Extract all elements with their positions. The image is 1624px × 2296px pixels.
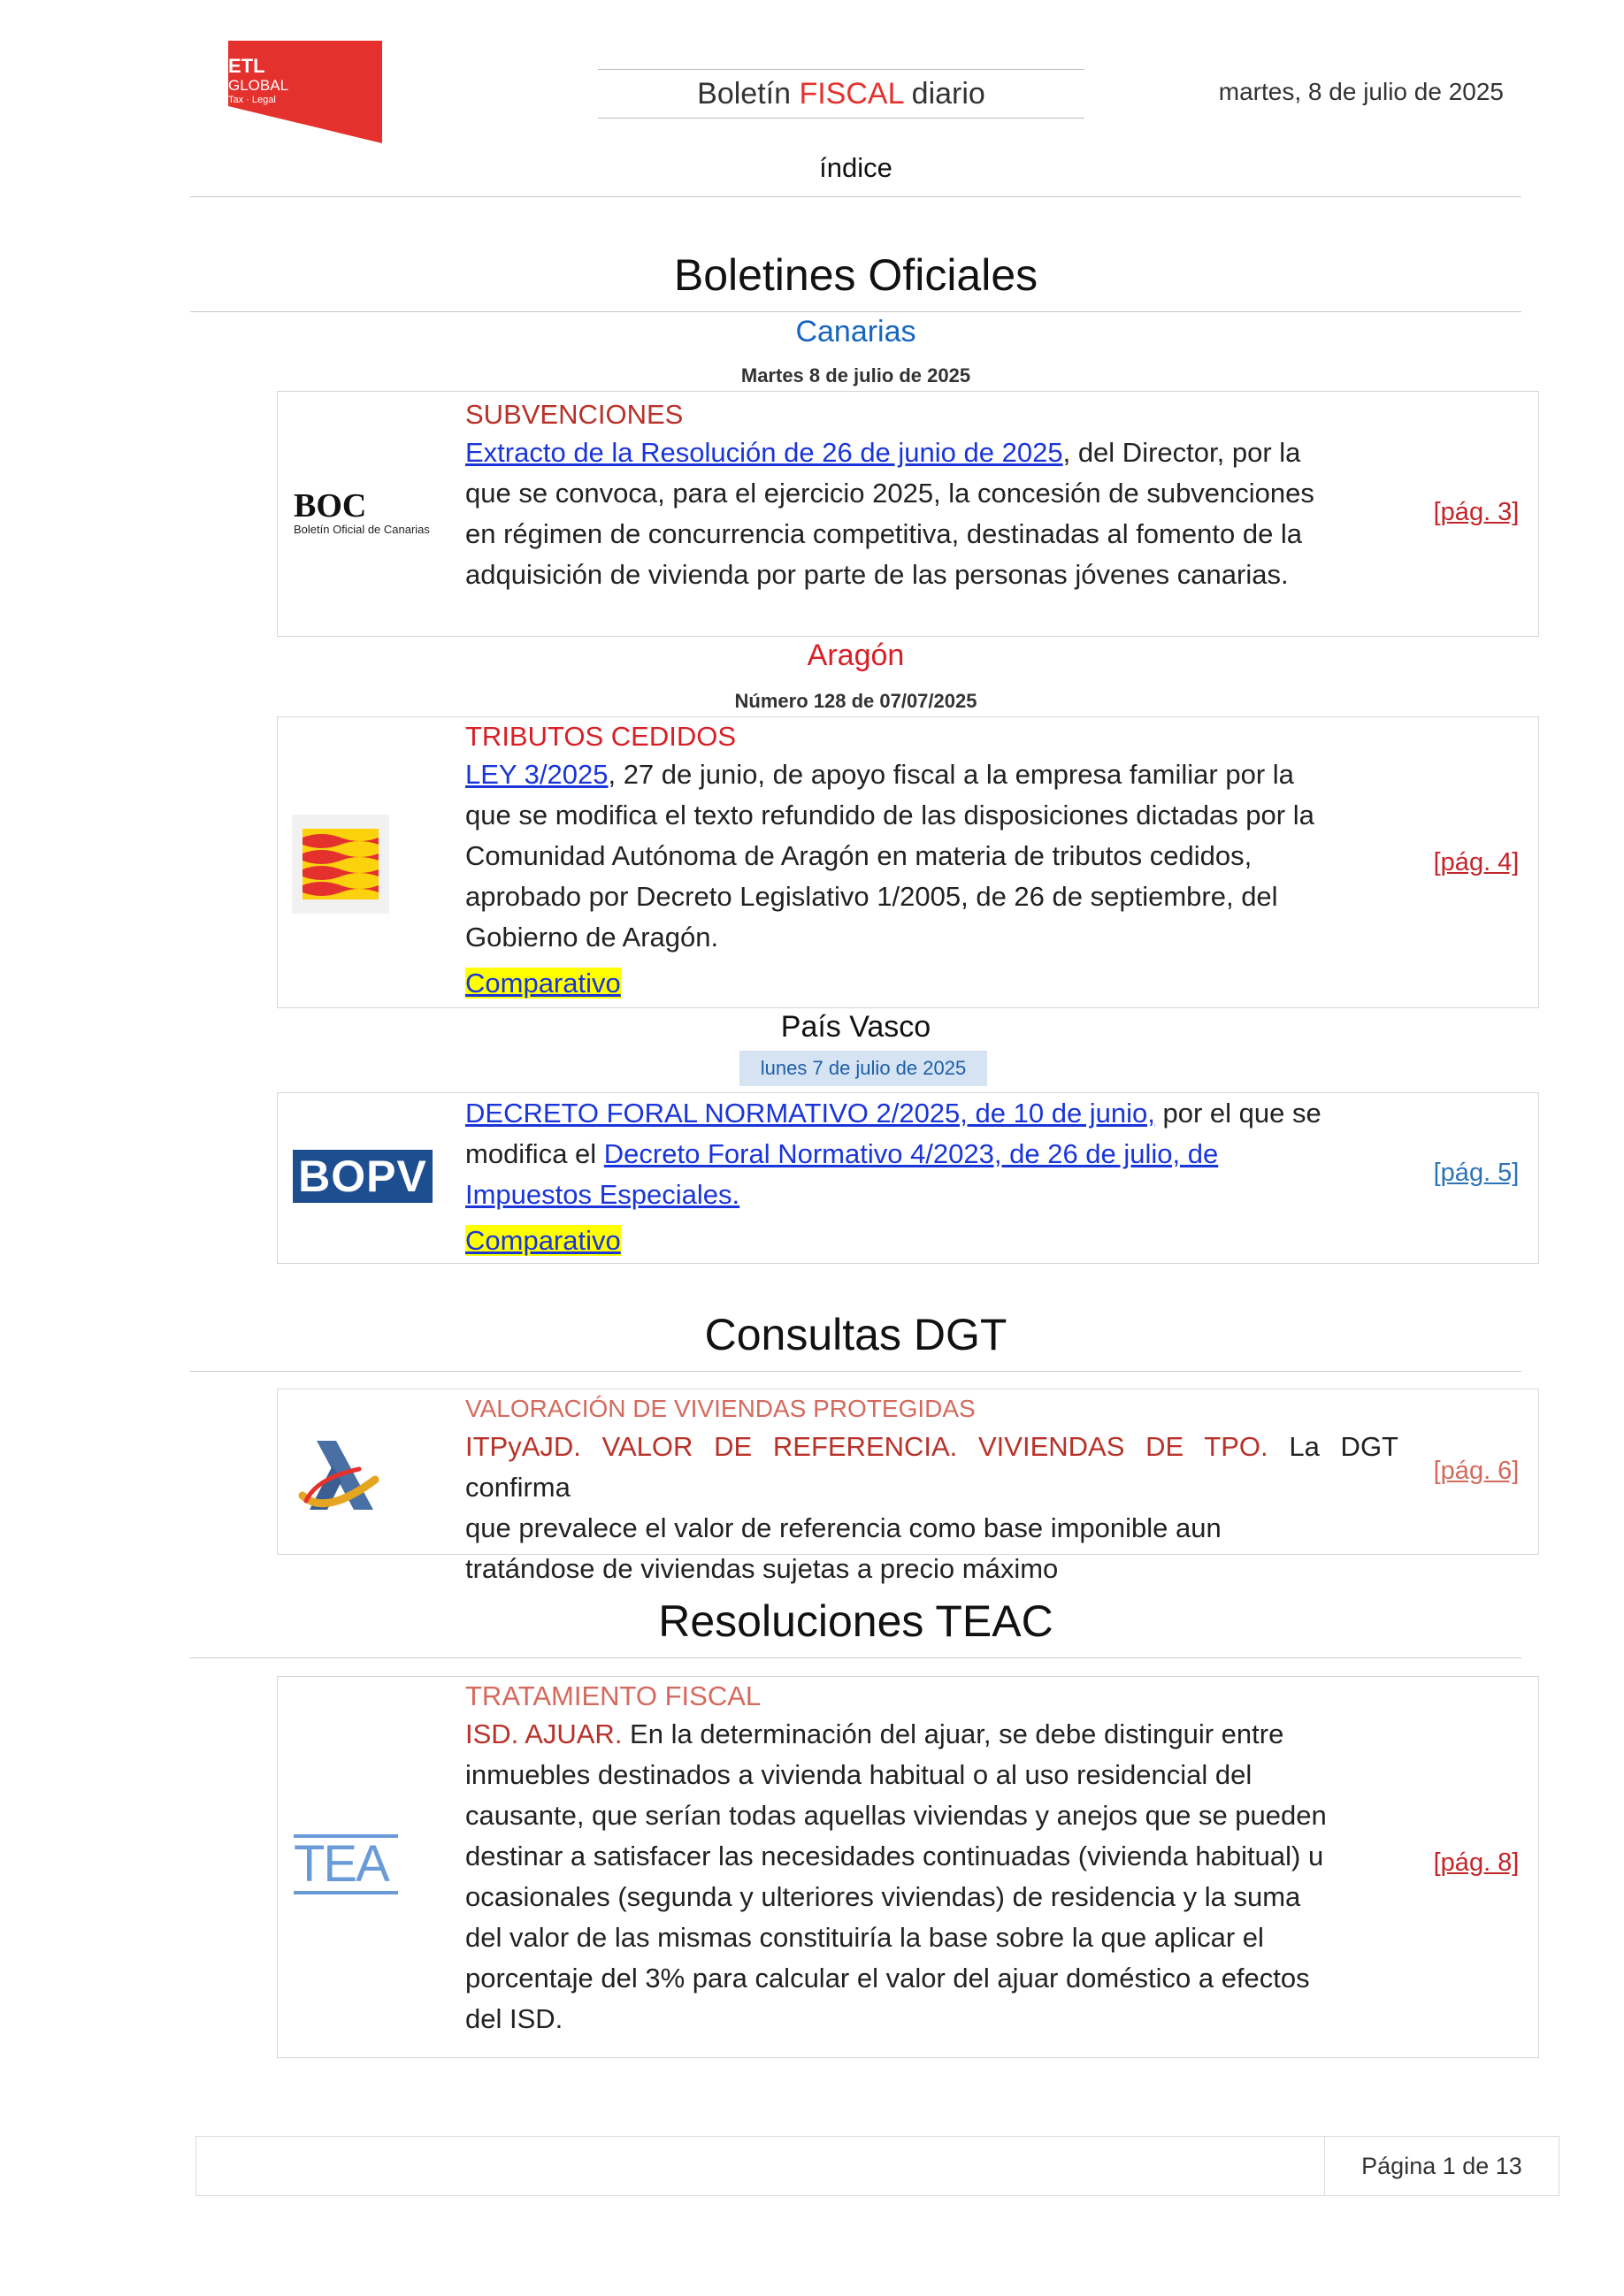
region-aragon: Aragón xyxy=(807,639,905,672)
canarias-date: Martes 8 de julio de 2025 xyxy=(740,364,971,386)
resolution-link[interactable]: Extracto de la Resolución de 26 de junio de 2025 xyxy=(465,437,1063,468)
page-link[interactable]: [pág. 4] xyxy=(1433,848,1520,876)
divider xyxy=(190,196,1521,197)
entry-text: DECRETO FORAL NORMATIVO 2/2025, de 10 de junio, por el que se modifica el Decreto Foral Normativo 4/2023, de 26 de julio, de Impuestos Especiales. Comparativo xyxy=(465,1098,1321,1256)
logo-tag: Tax · Legal xyxy=(228,95,276,105)
resolution-lead: ISD. AJUAR. xyxy=(465,1718,623,1749)
entry-dgt xyxy=(277,1389,1539,1584)
pais-vasco-date: lunes 7 de julio de 2025 xyxy=(739,1051,987,1086)
category-label: TRATAMIENTO FISCAL xyxy=(465,1680,762,1711)
header-date: martes, 8 de julio de 2025 xyxy=(1218,78,1504,105)
region-pais-vasco: País Vasco xyxy=(780,1010,931,1044)
svg-text:GLOBAL: GLOBAL xyxy=(228,77,289,94)
page-link[interactable]: [pág. 8] xyxy=(1433,1848,1520,1877)
decreto-2023-link-cont[interactable]: Impuestos Especiales. xyxy=(465,1179,740,1210)
category-label: VALORACIÓN DE VIVIENDAS PROTEGIDAS xyxy=(465,1395,976,1422)
entry-aragon xyxy=(277,716,1539,1008)
divider xyxy=(190,1371,1521,1372)
index-heading: índice xyxy=(819,152,892,183)
aragon-date: Número 128 de 07/07/2025 xyxy=(734,690,977,712)
page-number: Página 1 de 13 xyxy=(1361,2153,1522,2179)
logo-add: ADD xyxy=(336,40,375,59)
comparativo-link[interactable]: Comparativo xyxy=(465,968,621,999)
aragon-flag-icon xyxy=(292,815,389,914)
comparativo-link[interactable]: Comparativo xyxy=(465,1225,621,1256)
divider xyxy=(190,1657,1521,1658)
consulta-lead: ITPyAJD. VALOR DE REFERENCIA. VIVIENDAS DE TPO. xyxy=(465,1431,1268,1462)
section-resoluciones: Resoluciones TEAC xyxy=(658,1596,1053,1646)
page-link[interactable]: [pág. 5] xyxy=(1433,1159,1520,1187)
category-label: SUBVENCIONES xyxy=(465,399,684,430)
etl-global-logo xyxy=(219,35,382,143)
page-link[interactable]: [pág. 3] xyxy=(1433,498,1520,526)
entry-pais-vasco xyxy=(277,1092,1539,1264)
category-label: TRIBUTOS CEDIDOS xyxy=(465,721,737,752)
page-link[interactable]: [pág. 6] xyxy=(1433,1457,1520,1485)
agencia-tributaria-icon xyxy=(290,1425,389,1524)
svg-text:ETL: ETL xyxy=(228,55,265,77)
page-footer xyxy=(195,2136,1559,2196)
decreto-2023-link[interactable]: Decreto Foral Normativo 4/2023, de 26 de julio, de xyxy=(603,1138,1219,1169)
entry-teac xyxy=(277,1676,1539,2058)
divider xyxy=(190,311,1521,312)
entry-text: VALORACIÓN DE VIVIENDAS PROTEGIDAS ITPyAJD. VALOR DE REFERENCIA. VIVIENDAS DE TPO. La DGT confirma que prevalece el valor de referencia como base imponible aun tratándose de viviendas sujetas a precio máximo xyxy=(465,1391,1398,1589)
section-consultas: Consultas DGT xyxy=(704,1310,1007,1359)
region-canarias: Canarias xyxy=(795,315,916,348)
entry-text: TRIBUTOS CEDIDOS LEY 3/2025, 27 de junio, de apoyo fiscal a la empresa familiar por la que se modifica el texto refundido de las disposiciones dictadas por la Comunidad Autónoma de Aragón en materia de tributos cedidos, aprobado por Decreto Legislativo 1/2005, de 26 de septiembre, del Gobierno de Aragón. Comparativo xyxy=(465,719,1398,1004)
entry-text: TRATAMIENTO FISCAL ISD. AJUAR. En la determinación del ajuar, se debe distinguir entre inmuebles destinados a vivienda habitual o al uso residencial del causante, que serían todas aquellas viviendas y anejos que se pueden destinar a satisfacer las necesidades continuadas (vivienda habitual) u ocasionales (segunda y ulteriores viviendas) de residencia y la suma del valor de las mismas constituiría la base sobre la que aplicar el porcentaje del 3% para calcular el valor del ajuar doméstico a efectos del ISD. xyxy=(465,1679,1398,2040)
bulletin-title: Boletín FISCAL diario xyxy=(598,69,1084,119)
entry-canarias xyxy=(277,391,1539,637)
decreto-link[interactable]: DECRETO FORAL NORMATIVO 2/2025, de 10 de junio, xyxy=(465,1098,1155,1129)
law-link[interactable]: LEY 3/2025 xyxy=(465,759,609,790)
boc-logo-icon: BOC Boletín Oficial de Canarias xyxy=(294,487,430,536)
section-boletines: Boletines Oficiales xyxy=(673,250,1038,300)
bopv-logo-icon: BOPV xyxy=(293,1150,433,1203)
teac-logo-icon: TEA xyxy=(294,1834,400,1894)
entry-text: SUBVENCIONES Extracto de la Resolución de 26 de junio de 2025, del Director, por la que se convoca, para el ejercicio 2025, la concesión de subvenciones en régimen de concurrencia competitiva, destinadas al fomento de la adquisición de vivienda por parte de las personas jóvenes canarias. xyxy=(465,397,1398,595)
